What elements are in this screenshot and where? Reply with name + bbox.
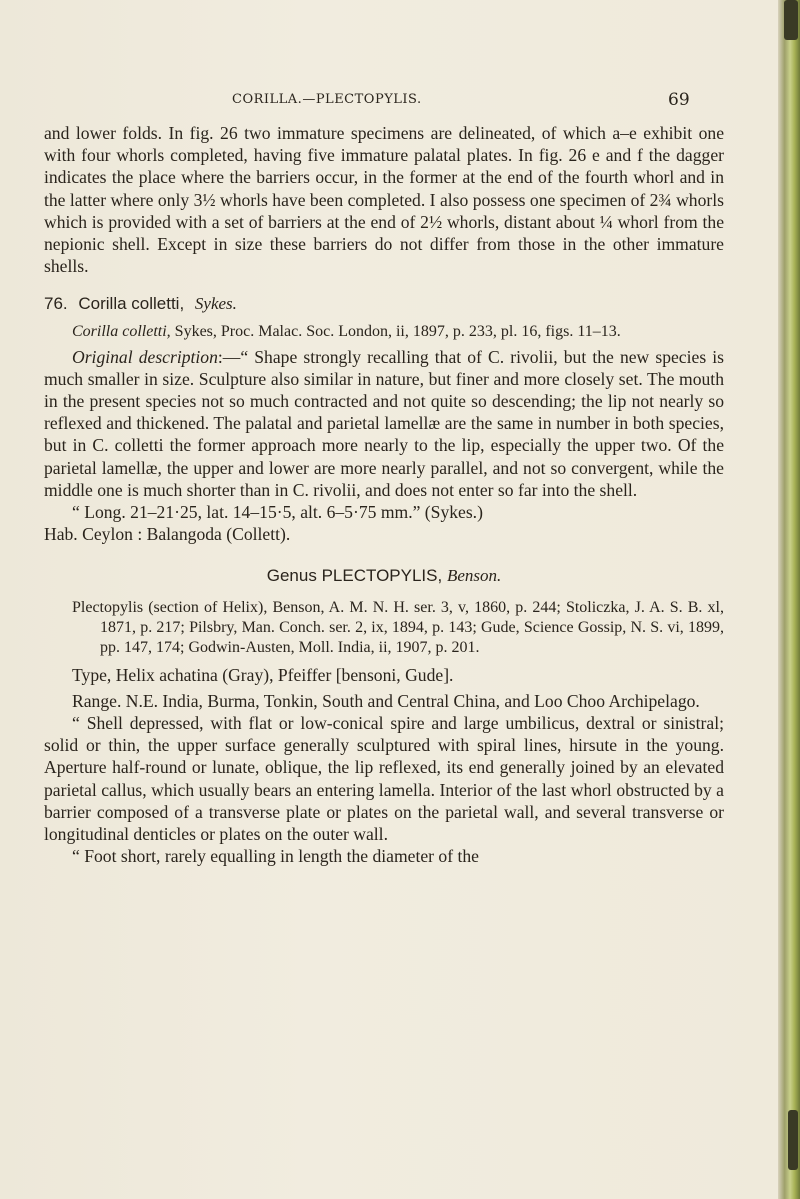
- original-description: [44, 346, 724, 501]
- species-name: Corilla colletti,: [78, 294, 185, 314]
- species-reference: [72, 322, 724, 342]
- genus-label: Genus: [266, 566, 317, 586]
- page-edge: [778, 0, 800, 1199]
- edge-stain: [788, 1110, 798, 1170]
- page-header: [0, 90, 778, 114]
- genus-author: Benson.: [446, 566, 502, 586]
- running-head: CORILLA.—PLECTOPYLIS.: [232, 92, 422, 107]
- measurements: “ Long. 21–21·25, lat. 14–15·5, alt. 6–5·75 mm.” (Sykes.): [72, 502, 483, 523]
- species-heading: [44, 293, 724, 315]
- genus-name: PLECTOPYLIS,: [321, 566, 443, 586]
- original-text: :—“ Shape strongly recalling that of C. rivolii, but the new species is much smaller in size. Sculpture also similar in nature, but finer and more closely set. The mouth in the present species not so much contracted and not quite so descending; the lip not nearly so reflexed and thickened. The palatal and parietal lamellæ are the same in number in both species, but in C. colletti the former approach more nearly to the lip, especially the upper two. Of the parietal lamellæ, the upper and lower are more nearly parallel, and not so convergent, while the middle one is much shorter than in C. rivolii, and does not enter so far into the shell.: [44, 346, 724, 500]
- genus-synonymy: Plectopylis (section of Helix), Benson, A. M. N. H. ser. 3, v, 1860, p. 244; Stoliczka, J. A. S. B. xl, 1871, p. 217; Pilsbry, Man. Conch. ser. 2, ix, 1894, p. 143; Gude, Science Gossip, N. S. vi, 1899, pp. 147, 174; Godwin-Austen, Moll. India, ii, 1907, p. 201.: [72, 598, 724, 656]
- species-author: Sykes.: [194, 294, 237, 314]
- species-number: 76.: [44, 294, 68, 314]
- genus-foot: “ Foot short, rarely equalling in length the diameter of the: [72, 846, 479, 867]
- genus-type: Type, Helix achatina (Gray), Pfeiffer [bensoni, Gude].: [72, 664, 454, 685]
- page-number: 69: [668, 90, 690, 110]
- edge-stain: [784, 0, 798, 40]
- genus-diagnosis: “ Shell depressed, with flat or low-conical spire and large umbilicus, dextral or sinistral; solid or thin, the upper surface generally sculptured with spiral lines, hirsute in the young. Aperture half-round or lunate, oblique, the lip reflexed, its end generally joined by an elevated parietal callus, which usually bears an entering lamella. Interior of the last whorl obstructed by a barrier composed of a transverse plate or plates on the parietal wall, and several transverse or longitudinal denticles or plates on the outer wall.: [44, 713, 724, 845]
- original-label: Original description: [72, 346, 218, 367]
- reference-text: Sykes, Proc. Malac. Soc. London, ii, 1897, p. 233, pl. 16, figs. 11–13.: [170, 322, 621, 340]
- habitat: Hab. Ceylon : Balangoda (Collett).: [44, 524, 291, 545]
- page-body: [44, 122, 724, 867]
- genus-heading: [44, 565, 724, 587]
- reference-name: Corilla colletti,: [72, 322, 171, 340]
- genus-range: Range. N.E. India, Burma, Tonkin, South and Central China, and Loo Choo Archipelago.: [72, 690, 700, 711]
- intro-paragraph: and lower folds. In fig. 26 two immature specimens are delineated, of which a–e exhibit one with four whorls completed, having five immature palatal plates. In fig. 26 e and f the dagger indicates the place where the barriers occur, in the former at the end of the fourth whorl and in the latter where only 3½ whorls have been completed. I also possess one specimen of 2¾ whorls which is provided with a set of barriers at the end of 2½ whorls, distant about ¼ whorl from the nepionic shell. Except in size these barriers do not differ from those in the other immature shells.: [44, 123, 724, 277]
